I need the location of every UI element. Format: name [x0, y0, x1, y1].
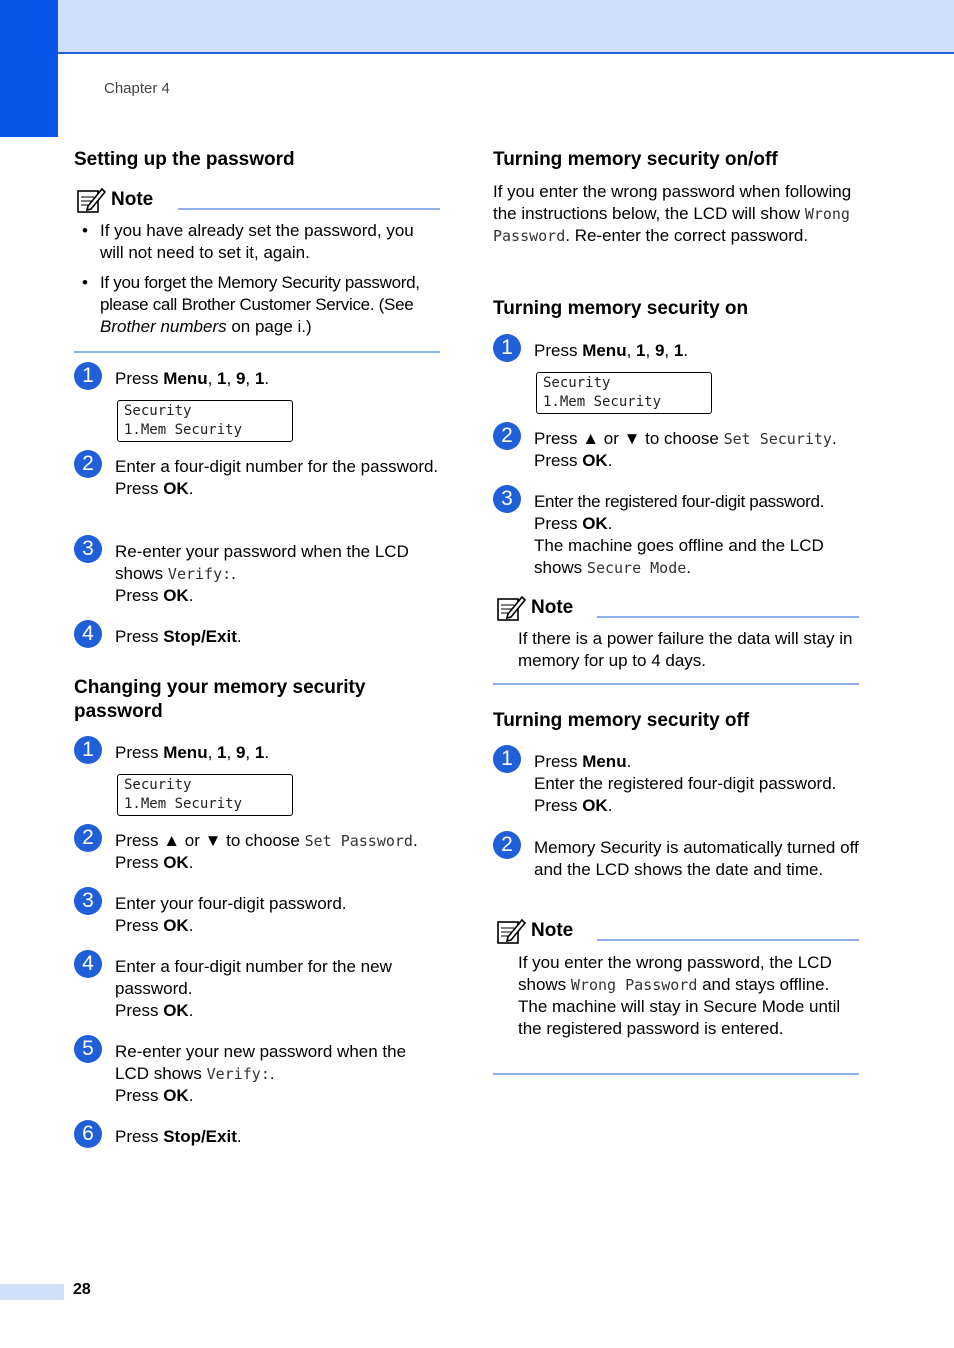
note-end-rule — [74, 351, 440, 353]
note-pencil-icon — [496, 917, 526, 945]
step-number: 1 — [74, 736, 102, 764]
change-step-2: 2 Press ▲ or ▼ to choose Set Password. Press OK. — [74, 830, 449, 874]
down-arrow-icon: ▼ — [204, 831, 222, 850]
note-label: Note — [531, 920, 574, 941]
note-text: If there is a power failure the data will stay in memory for up to 4 days. — [518, 629, 853, 670]
change-step-1: 1 Press Menu, 1, 9, 1. — [74, 742, 269, 764]
note-header — [76, 186, 153, 214]
section-title-on: Turning memory security on — [493, 298, 749, 319]
on-step-1: 1 Press Menu, 1, 9, 1. — [493, 340, 688, 362]
note-header — [496, 917, 573, 945]
up-arrow-icon: ▲ — [582, 429, 600, 448]
setup-step-2: 2 Enter a four-digit number for the password. Press OK. — [74, 456, 444, 500]
note-label: Note — [531, 597, 574, 618]
step-number: 2 — [493, 831, 521, 859]
section-title-setup: Setting up the password — [74, 149, 295, 170]
chapter-tab — [0, 0, 58, 137]
change-step-4: 4 Enter a four-digit number for the new password. Press OK. — [74, 956, 444, 1022]
off-step-2: 2 Memory Security is automatically turned off and the LCD shows the date and time. — [493, 837, 868, 881]
step-number: 2 — [74, 450, 102, 478]
header-band — [0, 0, 954, 54]
note-header — [496, 594, 573, 622]
step-number: 4 — [74, 950, 102, 978]
note-end-rule — [493, 1073, 859, 1075]
on-step-2: 2 Press ▲ or ▼ to choose Set Security. Press OK. — [493, 428, 868, 472]
on-step-3: 3 Enter the registered four-digit password. Press OK. The machine goes offline and the LCD shows Secure Mode. — [493, 491, 868, 579]
step-number: 6 — [74, 1120, 102, 1148]
section-title-change: Changing your memory security password — [74, 677, 366, 722]
change-step-3: 3 Enter your four-digit password. Press OK. — [74, 893, 444, 937]
up-arrow-icon: ▲ — [163, 831, 181, 850]
down-arrow-icon: ▼ — [623, 429, 641, 448]
step-number: 1 — [493, 334, 521, 362]
lcd-display: Security 1.Mem Security — [117, 774, 293, 816]
setup-step-4: 4 Press Stop/Exit. — [74, 626, 242, 648]
note-pencil-icon — [76, 186, 106, 214]
lcd-display: Security 1.Mem Security — [117, 400, 293, 442]
section-title-off: Turning memory security off — [493, 710, 750, 731]
note-rule — [178, 208, 440, 210]
lcd-display: Security 1.Mem Security — [536, 372, 712, 414]
setup-step-3: 3 Re-enter your password when the LCD shows Verify:. Press OK. — [74, 541, 444, 607]
step-number: 4 — [74, 620, 102, 648]
step-number: 5 — [74, 1035, 102, 1063]
footer-band — [0, 1284, 64, 1300]
setup-step-1: 1 Press Menu, 1, 9, 1. — [74, 368, 269, 390]
note-item: • If you forget the Memory Security password, please call Brother Customer Service. (See Brother numbers on page i.) — [74, 272, 440, 338]
off-step-1: 1 Press Menu. Enter the registered four-digit password. Press OK. — [493, 751, 868, 817]
note-item: • If you have already set the password, you will not need to set it, again. — [74, 220, 440, 264]
step-number: 2 — [74, 824, 102, 852]
step-number: 3 — [493, 485, 521, 513]
note-rule — [597, 939, 859, 941]
step-number: 3 — [74, 535, 102, 563]
onoff-paragraph: If you enter the wrong password when following the instructions below, the LCD will show Wrong Password. Re-enter the correct password. — [493, 182, 852, 245]
step-number: 1 — [74, 362, 102, 390]
section-title-onoff: Turning memory security on/off — [493, 149, 778, 170]
note-pencil-icon — [496, 594, 526, 622]
change-step-6: 6 Press Stop/Exit. — [74, 1126, 242, 1148]
page-number: 28 — [73, 1281, 91, 1298]
chapter-label: Chapter 4 — [104, 80, 170, 97]
note-rule — [597, 616, 859, 618]
note-end-rule — [493, 683, 859, 685]
note-label: Note — [111, 189, 154, 210]
step-number: 3 — [74, 887, 102, 915]
step-number: 1 — [493, 745, 521, 773]
note-list — [74, 220, 440, 346]
change-step-5: 5 Re-enter your new password when the LCD shows Verify:. Press OK. — [74, 1041, 444, 1107]
step-number: 2 — [493, 422, 521, 450]
note-text: If you enter the wrong password, the LCD shows Wrong Password and stays offline. The machine will stay in Secure Mode until the registered password is entered. — [518, 953, 841, 1038]
